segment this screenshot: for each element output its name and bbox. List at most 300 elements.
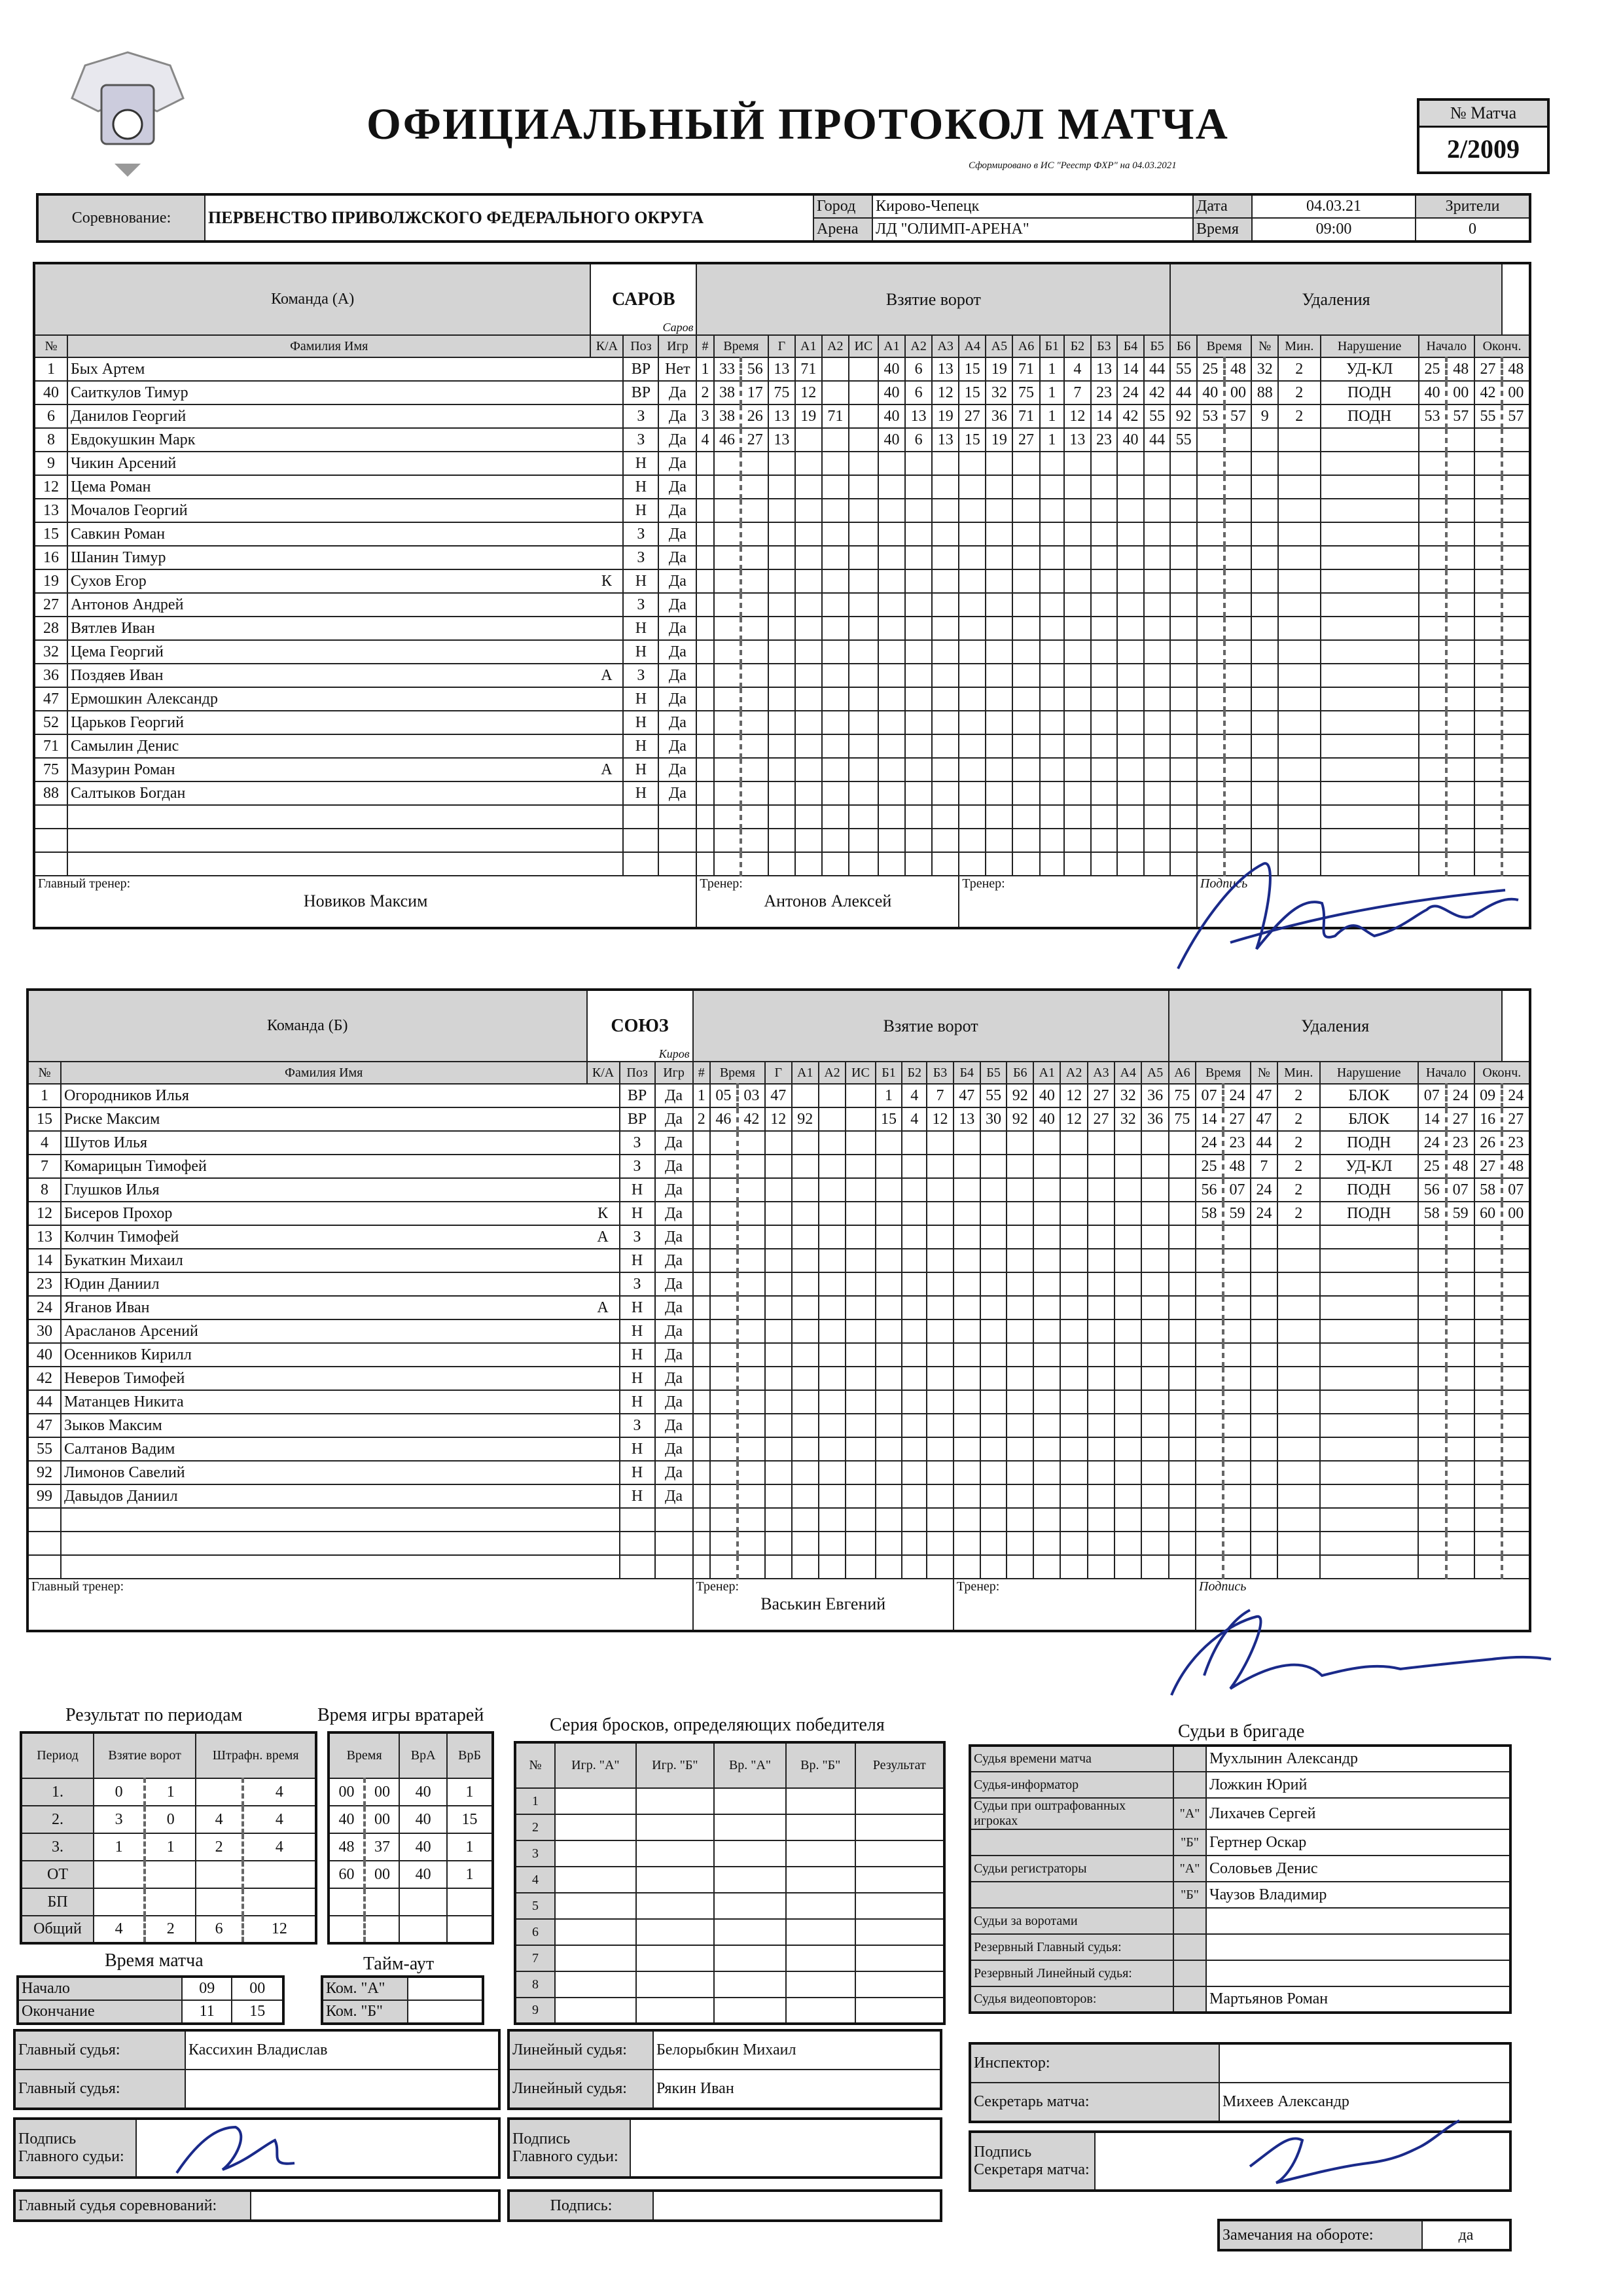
periods-table xyxy=(20,1731,317,1945)
goal-cell xyxy=(932,475,959,499)
penalty-cell xyxy=(1418,1437,1446,1461)
penalty-cell xyxy=(1196,1390,1223,1414)
goal-cell xyxy=(959,829,986,852)
goalie-time-table xyxy=(327,1731,494,1945)
goal-cell xyxy=(980,1202,1007,1225)
penalty-cell xyxy=(1197,734,1224,758)
goal-cell xyxy=(710,1155,738,1178)
goal-cell xyxy=(714,734,741,758)
goal-cell xyxy=(902,1272,927,1296)
penalty-cell xyxy=(1502,546,1530,569)
penalty-cell xyxy=(1474,781,1502,805)
penalty-col: Мин. xyxy=(1277,1062,1320,1084)
goal-cell xyxy=(1117,569,1144,593)
shootout-row xyxy=(515,1840,944,1867)
goal-cell: 23 xyxy=(1091,428,1118,452)
penalty-cell: 24 xyxy=(1251,1202,1277,1225)
player-number: 4 xyxy=(27,1131,61,1155)
penalty-col: Начало xyxy=(1418,1062,1474,1084)
penalty-cell xyxy=(1277,1390,1320,1414)
penalty-cell: 2 xyxy=(1277,1178,1320,1202)
match-end-min: 15 xyxy=(232,2000,283,2024)
shootout-cell xyxy=(786,1945,855,1971)
goal-cell xyxy=(710,1555,738,1579)
shootout-cell xyxy=(714,1867,786,1893)
goal-cell xyxy=(768,687,795,711)
penalty-cell xyxy=(1251,452,1278,475)
period-goals-col: Взятие ворот xyxy=(94,1732,196,1778)
penalty-cell xyxy=(1446,452,1474,475)
official-tag xyxy=(1173,1908,1206,1934)
player-row xyxy=(34,734,1530,758)
team-label: Команда (А) xyxy=(34,263,590,335)
goal-cell xyxy=(932,829,959,852)
goal-cell xyxy=(819,1296,846,1319)
penalty-cell xyxy=(1474,1319,1502,1343)
goal-cell xyxy=(822,428,849,452)
goalie-row xyxy=(329,1861,493,1888)
penalty-cell xyxy=(1446,1555,1474,1579)
goal-cell: 4 xyxy=(902,1107,927,1131)
goal-col: ИС xyxy=(846,1062,875,1084)
goal-cell: 1 xyxy=(1040,428,1065,452)
player-row xyxy=(27,1484,1530,1508)
penalty-cell xyxy=(1278,781,1321,805)
goal-cell xyxy=(741,758,768,781)
goal-cell xyxy=(1115,1414,1141,1437)
penalty-cell xyxy=(1474,452,1502,475)
goal-cell xyxy=(1040,805,1065,829)
player-number: 1 xyxy=(27,1084,61,1107)
timeout-a-label: Ком. "А" xyxy=(322,1977,408,2000)
penalty-cell xyxy=(1502,640,1530,664)
goal-cell xyxy=(741,829,768,852)
shootout-cell xyxy=(786,1998,855,2024)
penalty-cell xyxy=(1223,1272,1251,1296)
goal-cell xyxy=(1040,617,1065,640)
goal-cell xyxy=(1115,1225,1141,1249)
penalty-cell xyxy=(1223,1225,1251,1249)
goal-cell xyxy=(768,734,795,758)
penalty-cell xyxy=(1251,781,1278,805)
goal-cell xyxy=(1144,617,1171,640)
penalty-cell xyxy=(1419,781,1447,805)
goal-cell xyxy=(954,1155,980,1178)
penalty-cell xyxy=(1320,1414,1418,1437)
goal-cell xyxy=(795,664,822,687)
penalty-cell xyxy=(1321,452,1419,475)
goal-cell xyxy=(1091,475,1118,499)
official-name: Ложкин Юрий xyxy=(1206,1772,1510,1798)
player-pos: Н xyxy=(620,1461,655,1484)
goal-cell xyxy=(846,1272,875,1296)
player-ka xyxy=(590,734,623,758)
shootout-cell xyxy=(636,1867,714,1893)
goal-cell xyxy=(980,1343,1007,1367)
timeout-b-value xyxy=(408,2000,483,2024)
goal-cell xyxy=(1115,1296,1141,1319)
penalty-cell xyxy=(1251,569,1278,593)
goal-cell xyxy=(986,711,1012,734)
goal-cell xyxy=(822,805,849,829)
coach-2-label: Тренер: xyxy=(962,876,1005,891)
official-name: Мартьянов Роман xyxy=(1206,1986,1510,2013)
goal-cell xyxy=(980,1131,1007,1155)
col-play: Игр xyxy=(655,1062,693,1084)
penalty-cell xyxy=(1278,593,1321,617)
goalie-cell xyxy=(329,1888,365,1916)
penalty-cell xyxy=(1446,1461,1474,1484)
player-pos: Н xyxy=(623,640,658,664)
goal-cell xyxy=(986,522,1012,546)
penalty-cell: 27 xyxy=(1474,1155,1502,1178)
penalty-cell xyxy=(1197,617,1224,640)
penalty-cell xyxy=(1321,640,1419,664)
penalty-cell xyxy=(1251,1508,1277,1532)
penalty-cell xyxy=(1474,734,1502,758)
goal-cell xyxy=(1115,1461,1141,1484)
penalty-cell xyxy=(1223,1367,1251,1390)
penalty-cell xyxy=(1278,711,1321,734)
goal-cell xyxy=(768,829,795,852)
penalty-cell xyxy=(1277,1367,1320,1390)
player-ka xyxy=(587,1249,620,1272)
goal-cell xyxy=(1060,1343,1087,1367)
penalty-cell xyxy=(1320,1461,1418,1484)
penalty-cell xyxy=(1223,1508,1251,1532)
goal-col: А6 xyxy=(1169,1062,1196,1084)
goal-cell xyxy=(792,1414,819,1437)
goal-cell xyxy=(1033,1249,1060,1272)
player-play: Да xyxy=(655,1272,693,1296)
penalty-cell xyxy=(1321,711,1419,734)
shootout-col: Вр. "А" xyxy=(714,1742,786,1788)
goal-cell xyxy=(954,1296,980,1319)
goal-cell xyxy=(1007,1461,1033,1484)
penalty-cell xyxy=(1197,593,1224,617)
penalty-cell: 56 xyxy=(1196,1178,1223,1202)
player-name: Савкин Роман xyxy=(67,522,590,546)
goal-cell xyxy=(1115,1202,1141,1225)
goal-cell xyxy=(932,687,959,711)
penalty-cell xyxy=(1446,475,1474,499)
goal-cell xyxy=(1091,805,1118,829)
goal-cell xyxy=(741,499,768,522)
penalty-cell xyxy=(1446,664,1474,687)
goal-cell: 40 xyxy=(878,404,905,428)
goal-cell xyxy=(849,452,878,475)
penalty-cell xyxy=(1419,522,1447,546)
goal-cell xyxy=(768,593,795,617)
goal-cell xyxy=(902,1390,927,1414)
penalty-cell xyxy=(1251,1532,1277,1555)
goal-cell xyxy=(1040,687,1065,711)
penalty-cell xyxy=(1251,640,1278,664)
player-ka xyxy=(587,1319,620,1343)
player-play xyxy=(658,805,696,829)
player-pos: З xyxy=(620,1414,655,1437)
goal-cell xyxy=(876,1414,902,1437)
player-name: Цема Роман xyxy=(67,475,590,499)
goal-cell: 13 xyxy=(905,404,932,428)
shootout-cell xyxy=(714,1840,786,1867)
goal-cell xyxy=(795,546,822,569)
penalty-cell xyxy=(1474,546,1502,569)
goal-cell xyxy=(792,1437,819,1461)
period-label: ОТ xyxy=(21,1861,94,1888)
official-row xyxy=(970,1746,1510,1772)
goal-cell: 46 xyxy=(714,428,741,452)
penalty-cell xyxy=(1446,428,1474,452)
penalty-cell xyxy=(1251,1272,1277,1296)
penalty-cell xyxy=(1223,1461,1251,1484)
goal-cell xyxy=(738,1555,765,1579)
goal-cell xyxy=(693,1178,710,1202)
penalty-cell xyxy=(1502,428,1530,452)
penalty-cell xyxy=(1321,687,1419,711)
goal-col: Б5 xyxy=(1144,335,1171,357)
period-value: 4 xyxy=(243,1833,316,1861)
goal-cell xyxy=(927,1202,954,1225)
shootout-cell xyxy=(555,1998,636,2024)
spectators-value: 0 xyxy=(1416,218,1530,242)
player-play: Да xyxy=(658,711,696,734)
official-name: Чаузов Владимир xyxy=(1206,1882,1510,1908)
goal-cell xyxy=(1169,1343,1196,1367)
goal-cell xyxy=(768,499,795,522)
goal-cell xyxy=(1170,805,1197,829)
goal-cell xyxy=(980,1461,1007,1484)
goal-cell xyxy=(768,664,795,687)
penalty-cell xyxy=(1277,1508,1320,1532)
shootout-num: 5 xyxy=(515,1893,555,1919)
goal-col: Г xyxy=(768,335,795,357)
goal-cell xyxy=(1007,1155,1033,1178)
goal-cell xyxy=(1033,1319,1060,1343)
penalty-cell xyxy=(1277,1249,1320,1272)
penalty-cell xyxy=(1502,1319,1530,1343)
player-pos: Н xyxy=(620,1367,655,1390)
goalie-cell: 15 xyxy=(447,1806,493,1833)
shootout-cell xyxy=(855,1840,945,1867)
official-role: Судья видеоповторов: xyxy=(970,1986,1173,2013)
player-number: 8 xyxy=(34,428,67,452)
goal-cell xyxy=(819,1272,846,1296)
penalty-cell xyxy=(1419,428,1447,452)
goal-cell xyxy=(1115,1155,1141,1178)
goal-cell xyxy=(1040,452,1065,475)
shootout-col: Игр. "Б" xyxy=(636,1742,714,1788)
goal-cell xyxy=(905,711,932,734)
penalty-cell xyxy=(1278,452,1321,475)
shootout-cell xyxy=(855,1867,945,1893)
player-play: Да xyxy=(655,1484,693,1508)
player-ka xyxy=(590,381,623,404)
goal-cell xyxy=(710,1202,738,1225)
bottom-signature-value xyxy=(653,2191,941,2221)
penalty-cell: 24 xyxy=(1223,1084,1251,1107)
official-role: Судья-информатор xyxy=(970,1772,1173,1798)
penalty-cell xyxy=(1251,499,1278,522)
goal-cell xyxy=(1007,1343,1033,1367)
penalty-cell xyxy=(1446,1484,1474,1508)
goal-cell xyxy=(741,781,768,805)
col-ka: К/А xyxy=(590,335,623,357)
goals-header: Взятие ворот xyxy=(693,990,1169,1062)
goal-cell xyxy=(1141,1461,1168,1484)
goal-cell xyxy=(849,357,878,381)
player-number: 52 xyxy=(34,711,67,734)
team-name-text: СОЮЗ xyxy=(611,1015,669,1036)
player-name: Яганов Иван xyxy=(61,1296,587,1319)
goal-cell xyxy=(980,1155,1007,1178)
goal-cell: 42 xyxy=(1144,381,1171,404)
goal-cell xyxy=(954,1555,980,1579)
goal-col: Б3 xyxy=(927,1062,954,1084)
goal-cell xyxy=(876,1319,902,1343)
goal-cell xyxy=(1007,1367,1033,1390)
goal-cell xyxy=(1169,1437,1196,1461)
goal-cell xyxy=(795,475,822,499)
goal-cell xyxy=(1064,569,1091,593)
goal-cell xyxy=(1012,522,1039,546)
player-number: 7 xyxy=(27,1155,61,1178)
period-row xyxy=(21,1833,316,1861)
goal-cell: 27 xyxy=(1012,428,1039,452)
player-row xyxy=(34,781,1530,805)
goal-cell xyxy=(846,1319,875,1343)
goal-cell xyxy=(714,569,741,593)
goal-cell xyxy=(819,1084,846,1107)
player-name: Осенников Кирилл xyxy=(61,1343,587,1367)
goal-cell xyxy=(1115,1532,1141,1555)
penalty-cell: 40 xyxy=(1419,381,1447,404)
penalty-cell: 59 xyxy=(1446,1202,1474,1225)
penalty-cell xyxy=(1251,711,1278,734)
penalty-cell xyxy=(1223,1437,1251,1461)
arena-label: Арена xyxy=(813,218,872,242)
goal-cell: 32 xyxy=(1115,1107,1141,1131)
penalty-cell xyxy=(1197,664,1224,687)
penalty-cell: 25 xyxy=(1418,1155,1446,1178)
goal-cell xyxy=(876,1484,902,1508)
player-name: Саиткулов Тимур xyxy=(67,381,590,404)
main-referee-signature-box-2 xyxy=(507,2117,942,2179)
penalty-cell: 2 xyxy=(1278,381,1321,404)
goal-cell xyxy=(1060,1296,1087,1319)
goal-cell xyxy=(1169,1225,1196,1249)
penalty-cell xyxy=(1196,1367,1223,1390)
goal-cell xyxy=(1040,758,1065,781)
goal-cell xyxy=(878,522,905,546)
goal-cell: 14 xyxy=(1091,404,1118,428)
goal-cell xyxy=(927,1461,954,1484)
goal-cell xyxy=(1169,1296,1196,1319)
goal-cell xyxy=(1141,1532,1168,1555)
goal-cell xyxy=(878,734,905,758)
penalty-cell: 24 xyxy=(1251,1178,1277,1202)
player-ka xyxy=(587,1414,620,1437)
goal-cell xyxy=(792,1296,819,1319)
shootout-cell xyxy=(714,1814,786,1840)
secretary-signature-mark xyxy=(1237,2108,1486,2193)
coach-cell xyxy=(696,876,959,928)
player-pos: Н xyxy=(620,1437,655,1461)
goal-cell: 12 xyxy=(932,381,959,404)
player-play: Да xyxy=(658,546,696,569)
official-row xyxy=(970,1829,1510,1856)
goal-cell: 44 xyxy=(1144,357,1171,381)
goal-cell: 2 xyxy=(693,1107,710,1131)
goal-cell xyxy=(1007,1249,1033,1272)
penalty-cell xyxy=(1277,1319,1320,1343)
goal-cell xyxy=(878,781,905,805)
goal-cell xyxy=(693,1390,710,1414)
goal-cell: 33 xyxy=(714,357,741,381)
goal-cell xyxy=(878,664,905,687)
shootout-cell xyxy=(555,1893,636,1919)
goal-cell xyxy=(849,522,878,546)
penalty-cell xyxy=(1419,664,1447,687)
goal-cell xyxy=(710,1414,738,1437)
goal-cell xyxy=(792,1367,819,1390)
goal-cell xyxy=(696,640,713,664)
penalty-cell xyxy=(1197,805,1224,829)
goal-cell xyxy=(1007,1202,1033,1225)
penalty-cell xyxy=(1418,1319,1446,1343)
penalty-cell xyxy=(1418,1484,1446,1508)
penalty-cell xyxy=(1474,640,1502,664)
penalty-cell xyxy=(1196,1319,1223,1343)
goal-cell xyxy=(1060,1484,1087,1508)
penalty-cell xyxy=(1197,640,1224,664)
player-ka xyxy=(587,1532,620,1555)
goal-cell xyxy=(1115,1178,1141,1202)
goal-cell xyxy=(795,569,822,593)
penalty-cell: 14 xyxy=(1418,1107,1446,1131)
goal-cell xyxy=(927,1155,954,1178)
player-row xyxy=(27,1508,1530,1532)
goal-cell xyxy=(1007,1178,1033,1202)
player-name: Мазурин Роман xyxy=(67,758,590,781)
goalie-cell: 40 xyxy=(329,1806,365,1833)
penalty-cell xyxy=(1502,1532,1530,1555)
penalty-cell xyxy=(1502,1249,1530,1272)
goal-cell xyxy=(1170,522,1197,546)
goal-cell xyxy=(768,546,795,569)
goal-cell xyxy=(876,1508,902,1532)
player-pos: Н xyxy=(620,1178,655,1202)
goal-cell xyxy=(714,593,741,617)
player-play: Да xyxy=(655,1461,693,1484)
goal-cell xyxy=(846,1202,875,1225)
goal-cell xyxy=(876,1272,902,1296)
goal-cell xyxy=(693,1202,710,1225)
penalty-cell xyxy=(1224,569,1252,593)
shootout-cell xyxy=(855,1945,945,1971)
penalty-cell xyxy=(1277,1225,1320,1249)
goal-cell: 36 xyxy=(986,404,1012,428)
goal-cell xyxy=(819,1508,846,1532)
coach-label: Тренер: xyxy=(700,876,743,891)
goal-cell xyxy=(714,640,741,664)
goal-cell xyxy=(1012,829,1039,852)
shootout-row xyxy=(515,1867,944,1893)
goal-cell xyxy=(1117,640,1144,664)
official-role: Судьи регистраторы xyxy=(970,1856,1173,1882)
player-row xyxy=(34,711,1530,734)
goal-cell xyxy=(765,1461,792,1484)
